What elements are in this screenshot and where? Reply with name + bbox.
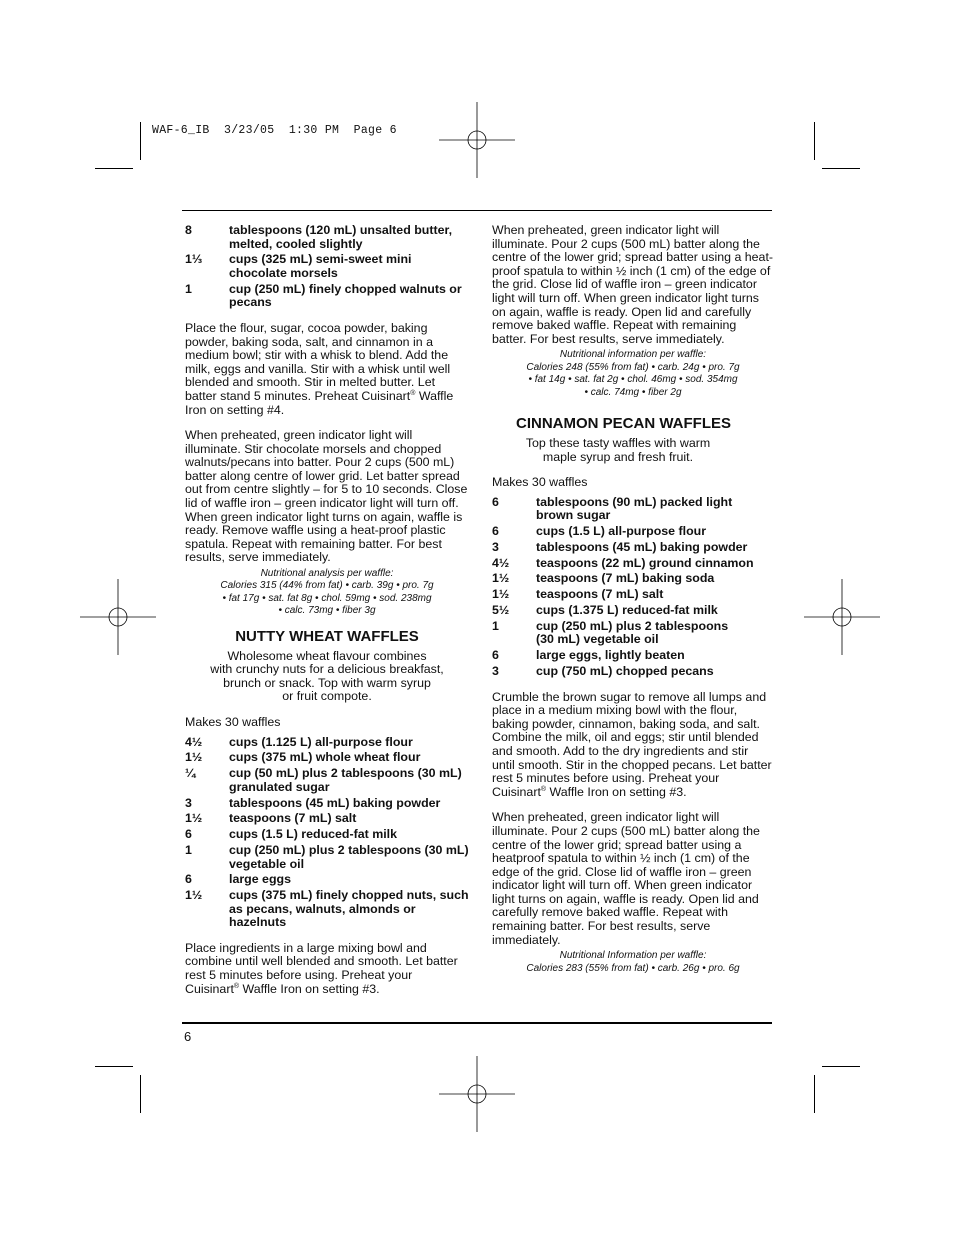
nutrition-info: Nutritional Information per waffle: Calories 283 (55% from fat) • carb. 26g • pro. 6g: [526, 950, 740, 974]
recipe-intro: Top these tasty waffles with warm maple syrup and fresh fruit.: [525, 435, 711, 464]
ingredient-item: 6 large eggs: [185, 872, 291, 887]
ingredient-item: 3 tablespoons (45 mL) baking powder: [185, 795, 441, 810]
crop-mark-bottom-left-h: [95, 1066, 133, 1067]
registered-mark: ®: [410, 389, 416, 397]
ingredient-list-top: [185, 224, 469, 310]
registration-mark-right: [804, 579, 880, 655]
crop-mark-top-right-v: [814, 122, 815, 160]
bottom-rule: [182, 1022, 772, 1024]
method-paragraph: Place the flour, sugar, cocoa powder, baking powder, baking soda, salt, and cinnamon in a medium bowl; stir with a whisk to blend. Add the milk, eggs and vanilla. Stir with a whisk until well blended and smooth. Stir in melted butter. Let batter stand 5 minutes. Preheat Cuisinart® Waffle Iron on setting #4.: [185, 320, 454, 417]
registered-mark: ®: [540, 785, 547, 793]
left-column: [185, 224, 469, 1004]
recipe-title-cinnamon-pecan: CINNAMON PECAN WAFFLES: [516, 414, 731, 432]
registration-mark-left: [80, 579, 156, 655]
ingredient-item: 1½ teaspoons (7 mL) baking soda: [492, 571, 715, 586]
ingredient-item: 1½ teaspoons (7 mL) salt: [492, 587, 664, 602]
method-paragraph: Place ingredients in a large mixing bowl and combine until well blended and smooth. Let batter rest 5 minutes before using. Preheat your Cuisinart® Waffle Iron on setting #3.: [185, 940, 458, 996]
method-paragraph: When preheated, green indicator light will illuminate. Pour 2 cups (500 mL) batter along the centre of the lower grid; spread batter using a heat-proof spatula to within ½ inch (1 cm) of the edge of the grid. Close lid of waffle iron – green indicator light will turn off. When green indicator light turns on again, waffle is ready. Open lid and carefully remove baked waffle. Repeat with remaining batter. For best results, serve immediately.: [492, 223, 774, 346]
recipe-intro: Wholesome wheat flavour combines with crunchy nuts for a delicious breakfast, brunch or snack. Top with warm syrup or fruit compote.: [210, 648, 444, 704]
ingredient-item: 4½ teaspoons (22 mL) ground cinnamon: [492, 555, 754, 570]
ingredient-item: ¼ cup (50 mL) plus 2 tablespoons (30 mL) granulated sugar: [185, 766, 462, 794]
ingredient-item: 1½ cups (375 mL) finely chopped nuts, such as pecans, walnuts, almonds or hazelnuts: [185, 888, 469, 930]
ingredient-item: 1½ teaspoons (7 mL) salt: [185, 811, 357, 826]
ingredient-item: 5½ cups (1.375 L) reduced-fat milk: [492, 603, 718, 618]
ingredient-item: 6 tablespoons (90 mL) packed light brown sugar: [492, 494, 733, 523]
ingredient-item: 4½ cups (1.125 L) all-purpose flour: [185, 734, 413, 749]
recipe-yield: Makes 30 waffles: [492, 475, 588, 490]
ingredient-item: 8 tablespoons (120 mL) unsalted butter, melted, cooled slightly: [185, 223, 453, 251]
ingredient-item: 1 cup (250 mL) plus 2 tablespoons (30 mL) vegetable oil: [492, 618, 729, 647]
crop-mark-bottom-right-h: [822, 1066, 860, 1067]
method-paragraph: When preheated, green indicator light will illuminate. Stir chocolate morsels and chopped walnuts/pecans into batter. Pour 2 cups (500 mL) batter along centre of lower grid. Let batter spread out from centre slightly – for 5 to 10 seconds. Close lid of waffle iron – green indicator light will turn off. When green indicator light turns on again, waffle is ready. Remove waffle using a heat-proof plastic spatula. Repeat with remaining batter. For best results, serve immediately.: [185, 428, 468, 565]
ingredient-item: 6 large eggs, lightly beaten: [492, 648, 685, 663]
registration-mark-top: [439, 102, 515, 178]
ingredient-item: 3 cup (750 mL) chopped pecans: [492, 663, 714, 678]
ingredient-item: 1½ cups (375 mL) whole wheat flour: [185, 750, 421, 765]
registered-mark: ®: [233, 982, 240, 990]
ingredient-list-cinnamon-pecan: [492, 496, 774, 679]
ingredient-list-nutty-wheat: [185, 736, 469, 930]
ingredient-item: 1 cup (250 mL) plus 2 tablespoons (30 mL) vegetable oil: [185, 842, 469, 871]
printer-slug: WAF-6_IB 3/23/05 1:30 PM Page 6: [152, 124, 397, 137]
page-number: 6: [184, 1029, 192, 1044]
method-paragraph: Crumble the brown sugar to remove all lumps and place in a medium mixing bowl with the flour, baking powder, cinnamon, baking soda, and salt. Combine the milk, oil and eggs; stir until blended and smooth. Add to the dry ingredients and stir until smooth. Stir in the chopped pecans. Let batter rest 5 minutes before using. Preheat your Cuisinart® Waffle Iron on setting #3.: [492, 689, 772, 799]
ingredient-item: 1⅓ cups (325 mL) semi-sweet mini chocolate morsels: [185, 252, 412, 280]
crop-mark-top-right-h: [822, 168, 860, 169]
ingredient-item: 6 cups (1.5 L) reduced-fat milk: [185, 827, 397, 842]
method-paragraph: When preheated, green indicator light will illuminate. Pour 2 cups (500 mL) batter along the centre of the lower grid; spread batter using a heatproof spatula to within ½ inch (1 cm) of the edge of the grid. Close lid of waffle iron – green indicator light will turn off. When green indicator light turns on again, waffle is ready. Open lid and carefully remove baked waffle. Repeat with remaining batter. For best results, serve immediately.: [492, 810, 760, 947]
nutrition-info: Nutritional information per waffle: Calories 248 (55% from fat) • carb. 24g • pro. 7g • fat 14g • sat. fat 2g • chol. 46mg • sod. 354mg • calc. 74mg • fiber 2g: [526, 349, 740, 398]
nutrition-info: Nutritional analysis per waffle: Calories 315 (44% from fat) • carb. 39g • pro. 7g • fat 17g • sat. fat 8g • chol. 59mg • sod. 238mg • calc. 73mg • fiber 3g: [220, 568, 434, 617]
crop-mark-top-left-v: [140, 122, 141, 160]
right-column: [492, 224, 774, 985]
ingredient-item: 1 cup (250 mL) finely chopped walnuts or pecans: [185, 281, 462, 310]
top-rule: [182, 210, 772, 211]
recipe-title-nutty-wheat: NUTTY WHEAT WAFFLES: [235, 627, 419, 645]
registration-mark-bottom: [439, 1056, 515, 1132]
recipe-yield: Makes 30 waffles: [185, 715, 281, 730]
crop-mark-top-left-h: [95, 168, 133, 169]
crop-mark-bottom-left-v: [140, 1075, 141, 1113]
crop-mark-bottom-right-v: [814, 1075, 815, 1113]
ingredient-item: 6 cups (1.5 L) all-purpose flour: [492, 524, 707, 539]
ingredient-item: 3 tablespoons (45 mL) baking powder: [492, 539, 748, 554]
